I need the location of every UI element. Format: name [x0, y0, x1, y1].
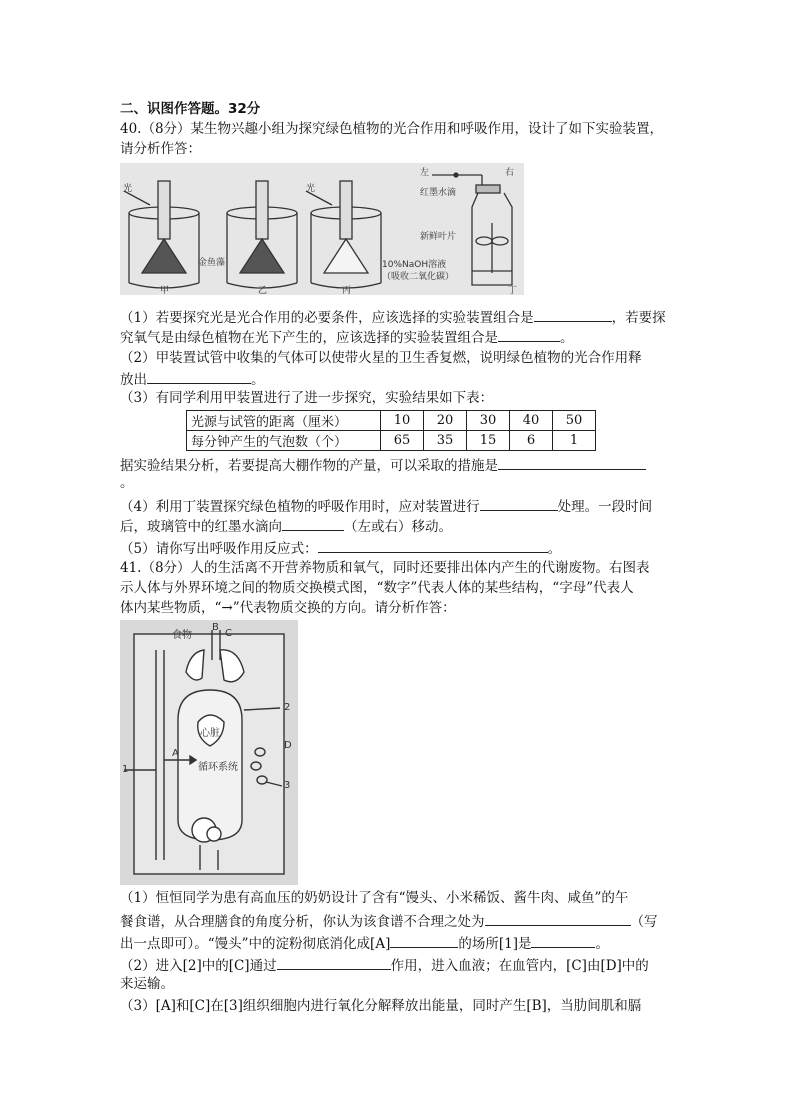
table-cell: 10: [381, 411, 424, 431]
q40-part4-line1: [120, 496, 652, 516]
label-circulatory-system: 循环系统: [198, 762, 238, 773]
q41-part1-line3: [120, 933, 609, 953]
answer-blank-1[interactable]: [534, 307, 612, 322]
q41-part1-line2: [120, 911, 658, 931]
q40-part4-text-b: 处理。一段时间: [557, 499, 653, 515]
label-d: D: [284, 740, 292, 751]
label-goldfish-weed: 金鱼藻: [198, 258, 226, 268]
answer-blank-10[interactable]: [531, 933, 595, 948]
label-c: C: [225, 628, 232, 639]
label-food: 食物: [172, 630, 192, 641]
q40-part4-text-d: （左或右）移动。: [344, 519, 452, 535]
q40-part4-line2: [120, 516, 452, 536]
table-cell: 20: [424, 411, 467, 431]
table-cell: 30: [467, 411, 510, 431]
table-cell: 15: [467, 431, 510, 451]
label-ink-drop: 红墨水滴: [420, 188, 457, 198]
label-1: 1: [122, 764, 129, 775]
label-right: 右: [505, 168, 515, 178]
q40-part2-line1: （2）甲装置试管中收集的气体可以使带火星的卫生香复燃，说明绿色植物的光合作用释: [120, 350, 642, 366]
answer-blank-2[interactable]: [498, 327, 560, 342]
answer-blank-11[interactable]: [277, 955, 391, 970]
answer-blank-6[interactable]: [282, 516, 344, 531]
table-cell: 1: [553, 431, 596, 451]
answer-blank-3[interactable]: [147, 369, 251, 384]
q40-part3-text-a: 据实验结果分析，若要提高大棚作物的产量，可以采取的措施是: [120, 458, 498, 474]
q41-part1-text-b: 餐食谱，从合理膳食的角度分析，你认为该食谱不合理之处为: [120, 914, 485, 930]
q40-part2-text-b: 放出: [120, 372, 147, 388]
q40-part2-text-c: 。: [251, 372, 265, 388]
q40-part1-text-d: 。: [560, 330, 574, 346]
table-cell: 6: [510, 431, 553, 451]
label-left: 左: [420, 168, 430, 178]
q41-part2-line1: [120, 955, 649, 975]
table-row-label: 每分钟产生的气泡数（个）: [187, 431, 381, 451]
q41-part3-line1: （3）[A]和[C]在[3]组织细胞内进行氧化分解释放出能量，同时产生[B]，当肋间肌和膈: [120, 998, 642, 1014]
q40-part1-line1: [120, 307, 666, 327]
apparatus-yi: [227, 181, 297, 288]
q41-part2-text-b: 作用，进入血液；在血管内，[C]由[D]中的: [390, 958, 649, 974]
label-3: 3: [284, 780, 291, 791]
label-bing: 丙: [342, 286, 352, 296]
q41-part1-text-e: 的场所[1]是: [458, 936, 532, 952]
apparatus-drawing: [120, 163, 524, 295]
q40-part1-text-b: ，若要探: [611, 310, 666, 326]
q40-part1-text-a: （1）若要探究光是光合作用的必要条件，应该选择的实验装置组合是: [120, 310, 534, 326]
q40-intro-line1: 40.（8分）某生物兴趣小组为探究绿色植物的光合作用和呼吸作用，设计了如下实验装置，: [120, 121, 664, 137]
q41-intro-line3: 体内某些物质，“→”代表物质交换的方向。请分析作答：: [120, 600, 456, 616]
q40-part2-line2: [120, 369, 265, 389]
q40-part3-end: 。: [120, 475, 134, 491]
table-row: [187, 411, 596, 431]
q41-part2-text-a: （2）进入[2]中的[C]通过: [120, 958, 277, 974]
q40-part5-line: [120, 538, 561, 558]
body-exchange-drawing: [120, 620, 298, 885]
label-light-2: 光: [306, 184, 316, 194]
q40-part5-text-b: 。: [547, 541, 562, 557]
q40-part1-line2: [120, 327, 574, 347]
label-naoh-2: （吸收二氧化碳）: [382, 272, 455, 282]
q41-intro-line1: 41.（8分）人的生活离不开营养物质和氧气，同时还要排出体内产生的代谢废物。右图表: [120, 560, 650, 576]
label-a: A: [172, 748, 179, 759]
section-title: 二、识图作答题。32分: [120, 101, 261, 117]
experiment-results-table: [186, 410, 596, 451]
table-cell: 65: [381, 431, 424, 451]
answer-blank-4[interactable]: [498, 455, 646, 470]
experiment-apparatus-figure: [120, 163, 524, 295]
apparatus-jia: [124, 181, 199, 288]
answer-blank-5[interactable]: [480, 496, 558, 511]
q41-part1-text-c: （写: [630, 914, 658, 930]
q41-part2-line2: 来运输。: [120, 976, 174, 992]
answer-blank-9[interactable]: [390, 933, 458, 948]
q41-intro-line2: 示人体与外界环境之间的物质交换模式图，“数字”代表人体的某些结构，“字母”代表人: [120, 580, 634, 596]
apparatus-bing: [306, 181, 381, 288]
q40-part3-after-line: [120, 455, 646, 475]
q40-part1-text-c: 究氧气是由绿色植物在光下产生的，应该选择的实验装置组合是: [120, 330, 498, 346]
label-fresh-leaf: 新鲜叶片: [420, 232, 457, 242]
q40-part4-text-a: （4）利用丁装置探究绿色植物的呼吸作用时，应对装置进行: [120, 499, 480, 515]
answer-blank-7[interactable]: [318, 538, 548, 553]
label-jia: 甲: [160, 286, 170, 296]
label-naoh-1: 10%NaOH溶液: [382, 260, 447, 270]
label-2: 2: [284, 702, 291, 713]
q41-part1-line1: （1）恒恒同学为患有高血压的奶奶设计了含有“馒头、小米稀饭、酱牛肉、咸鱼”的午: [120, 890, 629, 906]
label-yi: 乙: [258, 286, 268, 296]
answer-blank-8[interactable]: [485, 911, 631, 926]
q41-part1-text-d: 出一点即可）。“馒头”中的淀粉彻底消化成[A]: [120, 936, 391, 952]
q41-part1-text-f: 。: [595, 936, 609, 952]
q40-part3-line: （3）有同学利用甲装置进行了进一步探究，实验结果如下表：: [120, 390, 494, 406]
table-row: [187, 431, 596, 451]
label-light-1: 光: [123, 184, 133, 194]
label-heart: 心脏: [200, 728, 220, 739]
q40-intro-line2: 请分析作答：: [120, 141, 201, 157]
table-cell: 35: [424, 431, 467, 451]
table-cell: 50: [553, 411, 596, 431]
table-cell: 40: [510, 411, 553, 431]
body-exchange-figure: [120, 620, 298, 885]
q40-part5-text-a: （5）请你写出呼吸作用反应式：: [120, 541, 318, 557]
q40-part4-text-c: 后，玻璃管中的红墨水滴向: [120, 519, 282, 535]
label-b: B: [212, 622, 219, 633]
label-ding: 丁: [508, 286, 518, 296]
table-row-label: 光源与试管的距离（厘米）: [187, 411, 381, 431]
